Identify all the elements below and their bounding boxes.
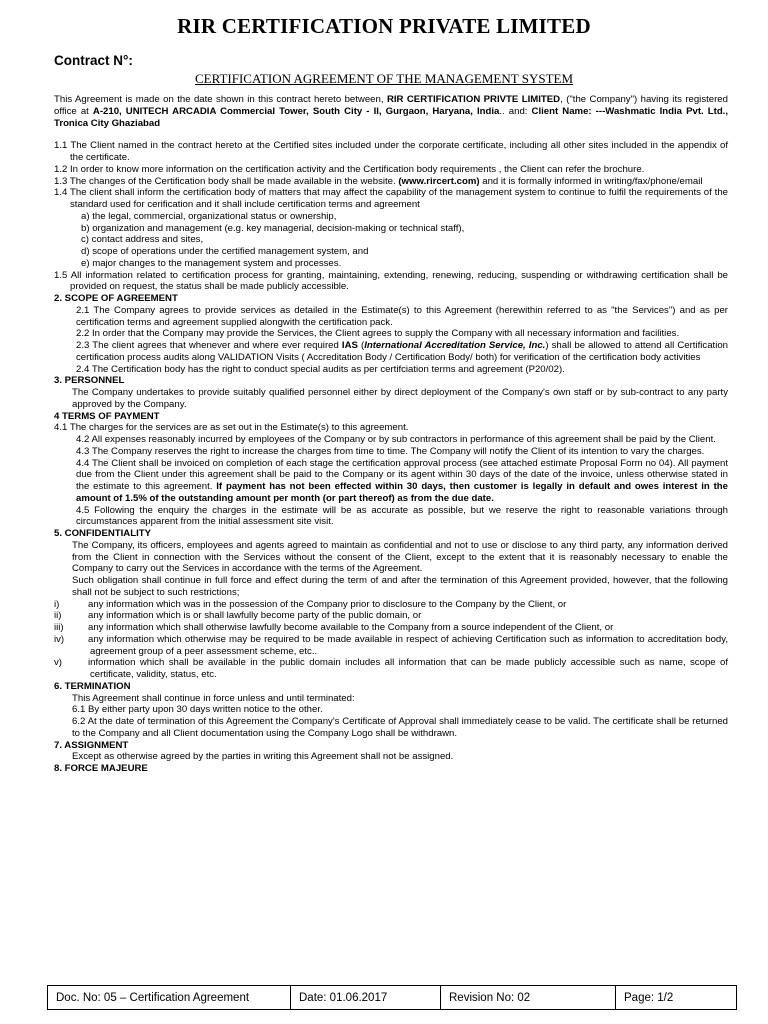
section-4-heading: 4 TERMS OF PAYMENT — [54, 410, 160, 422]
section-5-heading: 5. CONFIDENTIALITY — [54, 528, 152, 539]
section-7-text: Except as otherwise agreed by the parties in writing this Agreement shall not be assigned. — [72, 751, 454, 763]
restriction-i — [54, 599, 728, 611]
clause-2-4: 2.4 The Certification body has the right to conduct special audits as per certifciation terms and agreement (P20/02). — [76, 363, 565, 375]
clause-2-3-text: 2.3 The client agrees that whenever and where ever required — [76, 340, 342, 351]
document-title: CERTIFICATION AGREEMENT OF THE MANAGEMENT SYSTEM — [194, 71, 574, 86]
clause-4-3: 4.3 The Company reserves the right to increase the charges from time to time. The Company will notify the Client of its intention to vary the charges. — [76, 445, 705, 457]
restriction-text: information which shall be available in the public domain includes all information that can be made publicly accessible such as name, scope of certificate, validity, status, etc. — [88, 657, 728, 680]
clause-1-1: 1.1 The Client named in the contract hereto at the Certified sites included under the corporate certificate, including all other sites included in the appendix of the certificate. — [54, 140, 728, 163]
restriction-number: i) — [54, 598, 60, 610]
clause-2-3-paren: ( — [357, 340, 365, 351]
restriction-iii — [54, 622, 728, 634]
clause-2-2: 2.2 In order that the Company may provide the Services, the Client agrees to supply the Company with all necessary information and facilities. — [76, 328, 680, 340]
clause-1-4-e: e) major changes to the management system and processes. — [81, 257, 342, 269]
section-2-heading: 2. SCOPE OF AGREEMENT — [54, 293, 178, 304]
section-3-heading: 3. PERSONNEL — [54, 375, 125, 387]
contract-number-label: Contract N°: — [54, 53, 133, 68]
section-6-paragraph: This Agreement shall continue in force unless and until terminated: — [72, 692, 355, 704]
intro-paragraph — [54, 94, 728, 129]
clause-1-4-a: a) the legal, commercial, organizational status or ownership, — [81, 210, 337, 222]
clause-4-1: 4.1 The charges for the services are as set out in the Estimate(s) to this agreement. — [54, 422, 409, 434]
section-5-paragraph-2: Such obligation shall continue in full force and effect during the term of and after the termination of this Agreement provided, however, that the following shall not be subject to such restrictions; — [72, 575, 728, 598]
restriction-text: any information which was in the possession of the Company prior to disclosure to the Company by the Client, or — [88, 598, 567, 610]
clause-4-5: 4.5 Following the enquiry the charges in the estimate will be as accurate as possible, but we reserve the right to reasonable variations through circumstances apparent from the initial assessment site visit. — [76, 504, 728, 528]
restriction-number: iii) — [54, 622, 64, 633]
clause-1-4-b: b) organization and management (e.g. key managerial, decision-making or technical staff), — [81, 222, 465, 234]
payment-default-terms: If payment has not been effected within 30 days, then customer is legally in default and owes interest in the amount of 1.5% of the outstanding amount per month (or part thereof) as from the due date. — [76, 481, 728, 504]
company-name: RIR CERTIFICATION PRIVATE LIMITED — [177, 14, 591, 38]
clause-4-4-text: 4.4 The Client shall be invoiced on completion of each stage the certification approval process (see attached estimate Proposal Form no 04). All payment due from the Client under this agreement shall be paid to the Company or its agent within 30 days of the date of the invoice, unless otherwise stated in the estimate to this agreement. — [76, 457, 728, 492]
section-8-heading: 8. FORCE MAJEURE — [54, 763, 148, 774]
restriction-text: any information which shall otherwise lawfully become available to the Company from a source independent of the Client, or — [88, 622, 614, 633]
clause-2-3-text-2: ) shall be allowed to attend all Certification certification process audits along VALIDATION Visits ( Accreditation Body / Certification Body/ both) for verification of the certification body activities — [76, 340, 728, 363]
document-footer — [47, 985, 737, 1010]
registered-office: A-210, UNITECH ARCADIA Commercial Tower, South City - II, Gurgaon, Haryana, India — [92, 105, 500, 117]
clause-1-3 — [54, 176, 728, 188]
intro-text-2: , ("the Company") having its registered office at — [54, 94, 728, 117]
footer-page-number: Page: 1/2 — [624, 991, 674, 1004]
intro-text-1: This Agreement is made on the date shown in this contract hereto between, — [54, 94, 387, 105]
restriction-number: v) — [54, 657, 62, 669]
section-7-heading: 7. ASSIGNMENT — [54, 739, 129, 751]
clause-4-4 — [54, 458, 728, 505]
footer-revision: Revision No: 02 — [441, 986, 616, 1009]
clause-1-4-d: d) scope of operations under the certified management system, and — [81, 246, 369, 257]
company-legal-name: RIR CERTIFICATION PRIVTE LIMITED — [386, 94, 561, 105]
restriction-number: ii) — [54, 610, 62, 622]
restriction-text: any information which is or shall lawfully become party of the public domain, or — [88, 610, 422, 622]
clause-1-4: 1.4 The client shall inform the certification body of matters that may affect the capability of the management system to continue to fulfil the requirements of the standard used for cerification and it shall include certification terms and agreement — [54, 187, 728, 210]
footer-date: Date: 01.06.2017 — [291, 986, 441, 1009]
clause-1-5: 1.5 All information related to certification process for granting, maintaining, extending, renewing, reducing, suspending or withdrawing certification shall be provided on request, the status shall be made publicly accessible. — [54, 269, 728, 293]
clause-6-1: 6.1 By either party upon 30 days written notice to the other. — [72, 704, 323, 716]
clause-1-4-c: c) contact address and sites, — [81, 234, 204, 246]
website-link: (www.rircert.com) — [398, 175, 480, 187]
section-3-text: The Company undertakes to provide suitably qualified personnel either by direct deployment of the Company's own staff or by sub-contract to any party approved by the Company. — [72, 387, 728, 410]
restriction-ii — [54, 610, 728, 622]
restriction-number: iv) — [54, 633, 65, 645]
footer-doc-number: Doc. No: 05 – Certification Agreement — [48, 986, 291, 1009]
clause-2-1: 2.1 The Company agrees to provide services as detailed in the Estimate(s) to this Agreement (herewithin referred to as "the Services") and as per certification terms and agreement supplied alongwith the certification pack. — [76, 304, 728, 328]
clause-1-2: 1.2 In order to know more information on the certification activity and the Certification body requirements , the Client can refer the brochure. — [54, 163, 645, 175]
clause-1-3-text: 1.3 The changes of the Certification body shall be made available in the website. — [54, 175, 399, 187]
clause-6-2: 6.2 At the date of termination of this Agreement the Company's Certificate of Approval shall immediately cease to be valid. The certificate shall be returned to the Company and all Client documentation using the Company Logo shall be withdrawn. — [72, 716, 728, 739]
clause-1-3-text-2: and it is formally informed in writing/fax/phone/email — [479, 175, 703, 187]
clause-2-3 — [54, 340, 728, 364]
section-6-heading: 6. TERMINATION — [54, 680, 131, 692]
intro-text-3: .. and: — [499, 105, 532, 117]
ias-full-name: International Accreditation Service, Inc. — [364, 340, 546, 351]
ias-abbrev: IAS — [341, 340, 358, 351]
restriction-iv — [54, 634, 728, 658]
agreement-body — [54, 94, 728, 775]
section-5-paragraph-1: The Company, its officers, employees and agents agreed to maintain as confidential and not to use or disclose to any third party, any information derived from the Client in connection with the Services without the consent of the Client, except to the extent that it is reasonably necessary to enable the Company to carry out the Services in accordance with the terms of the Agreement. — [72, 539, 728, 575]
clause-4-2: 4.2 All expenses reasonably incurred by employees of the Company or by sub contractors in performance of this agreement shall be paid by the Client. — [76, 434, 716, 445]
restriction-text: any information which otherwise may be required to be made available in respect of achieving Certification such as information to accreditation body, agreement group of a peer assessment scheme, etc.. — [88, 633, 728, 657]
restriction-v — [54, 657, 728, 681]
client-name: Client Name: ---Washmatic India Pvt. Ltd., Tronica City Ghaziabad — [54, 105, 729, 129]
